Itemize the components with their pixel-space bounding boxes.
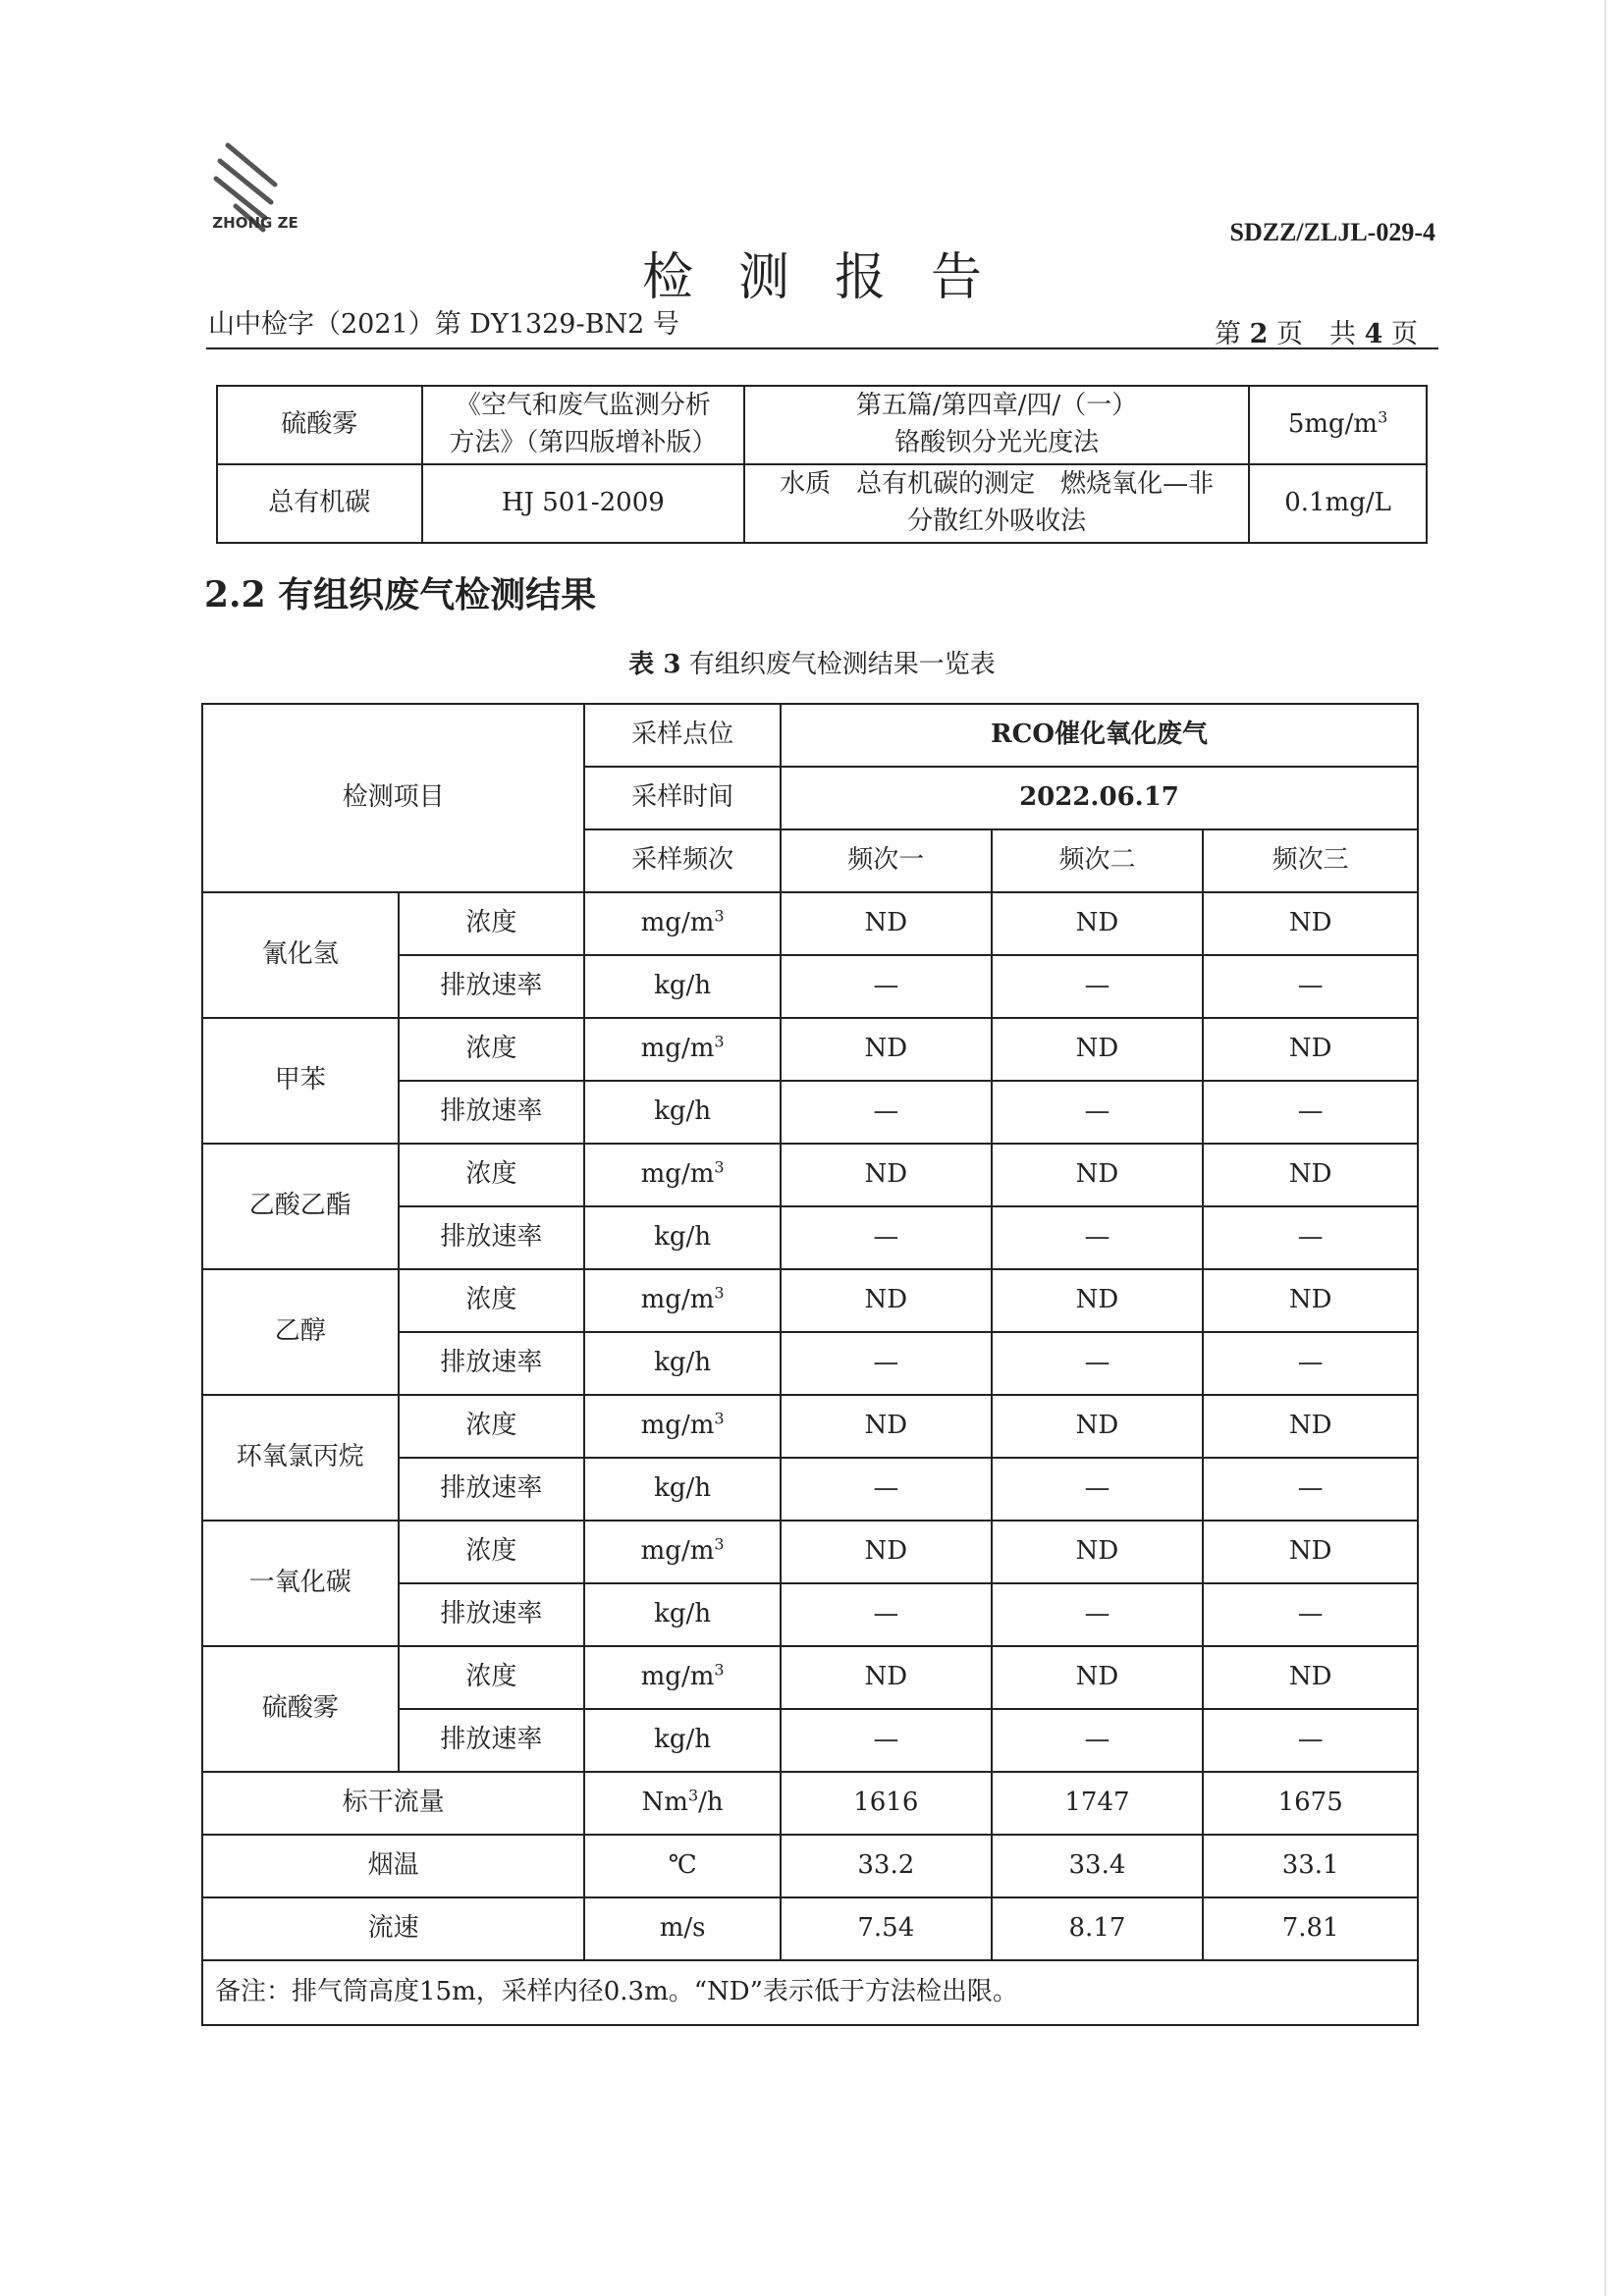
table-row [202, 1646, 1418, 1709]
value-cell: 1675 [1203, 1772, 1418, 1835]
value-cell: — [1203, 1332, 1418, 1395]
pollutant-name: 乙酸乙酯 [202, 1144, 399, 1269]
value-cell: ND [992, 1144, 1204, 1206]
unit-cell: m/s [584, 1897, 781, 1960]
value-cell: ND [992, 1395, 1204, 1458]
metric-label: 浓度 [399, 1269, 585, 1332]
metric-label: 排放速率 [399, 1583, 585, 1646]
table-row [202, 1960, 1418, 2025]
value-cell: ND [1203, 1269, 1418, 1332]
value-cell: 1616 [781, 1772, 992, 1835]
header-divider [206, 347, 1438, 349]
metric-label: 浓度 [399, 1144, 585, 1206]
unit-cell: $mg/m^3$ [584, 1395, 781, 1458]
unit-cell: kg/h [584, 1583, 781, 1646]
time-value: 2022.06.17 [781, 767, 1418, 829]
freq-header: 频次三 [1203, 829, 1418, 892]
limit-cell: 0.1mg/L [1249, 464, 1427, 543]
table-caption: 表 3 有组织废气检测结果一览表 [628, 650, 996, 679]
metric-label: 浓度 [399, 892, 585, 955]
results-table [201, 703, 1419, 2026]
scan-edge [1604, 0, 1606, 2296]
value-cell: ND [1203, 1144, 1418, 1206]
point-label: 采样点位 [584, 704, 781, 767]
value-cell: — [992, 1709, 1204, 1772]
value-cell: ND [1203, 1646, 1418, 1709]
freq-header: 频次二 [992, 829, 1204, 892]
standard-cell: 《空气和废气监测分析 方法》（第四版增补版） [422, 386, 744, 464]
table-row [217, 464, 1427, 543]
value-cell: ND [781, 1269, 992, 1332]
pollutant-name: 硫酸雾 [202, 1646, 399, 1772]
value-cell: — [992, 1583, 1204, 1646]
value-cell: ND [1203, 892, 1418, 955]
method-cell: 第五篇/第四章/四/（一） 铬酸钡分光光度法 [744, 386, 1249, 464]
freq-header: 频次一 [781, 829, 992, 892]
table-row [202, 1269, 1418, 1332]
pollutant-name: 氰化氢 [202, 892, 399, 1018]
metric-label: 排放速率 [399, 955, 585, 1018]
item-header: 检测项目 [202, 704, 584, 892]
value-cell: ND [992, 892, 1204, 955]
section-heading: 2.2 有组织废气检测结果 [204, 574, 597, 615]
value-cell: — [992, 955, 1204, 1018]
document-code: SDZZ/ZLJL-029-4 [1229, 218, 1435, 246]
value-cell: — [992, 1458, 1204, 1521]
pollutant-name: 甲苯 [202, 1018, 399, 1144]
pollutant-name: 环氧氯丙烷 [202, 1395, 399, 1521]
value-cell: ND [992, 1646, 1204, 1709]
report-number: 山中检字（2021）第 DY1329-BN2 号 [208, 309, 679, 340]
value-cell: — [781, 1081, 992, 1144]
pollutant-name: 乙醇 [202, 1269, 399, 1395]
metric-label: 排放速率 [399, 1458, 585, 1521]
value-cell: — [781, 955, 992, 1018]
value-cell: 1747 [992, 1772, 1204, 1835]
value-cell: 33.2 [781, 1835, 992, 1897]
value-cell: — [1203, 1458, 1418, 1521]
report-title: 检测报告 [641, 248, 1027, 307]
unit-cell: kg/h [584, 955, 781, 1018]
limit-cell: $5mg/m^3$ [1249, 386, 1427, 464]
item-cell: 总有机碳 [217, 464, 422, 543]
value-cell: ND [781, 892, 992, 955]
value-cell: — [1203, 1709, 1418, 1772]
unit-cell: $mg/m^3$ [584, 1018, 781, 1081]
time-label: 采样时间 [584, 767, 781, 829]
table-row [202, 1521, 1418, 1583]
value-cell: — [1203, 1081, 1418, 1144]
value-cell: ND [1203, 1521, 1418, 1583]
value-cell: ND [1203, 1018, 1418, 1081]
value-cell: ND [992, 1269, 1204, 1332]
freq-label: 采样频次 [584, 829, 781, 892]
value-cell: — [1203, 955, 1418, 1018]
value-cell: ND [992, 1018, 1204, 1081]
param-label: 标干流量 [202, 1772, 584, 1835]
method-table [216, 385, 1428, 544]
unit-cell: kg/h [584, 1081, 781, 1144]
page-indicator: 第 2 页 共 4 页 [1215, 319, 1418, 349]
unit-cell: kg/h [584, 1458, 781, 1521]
metric-label: 排放速率 [399, 1332, 585, 1395]
value-cell: ND [992, 1521, 1204, 1583]
value-cell: 33.1 [1203, 1835, 1418, 1897]
unit-cell: $mg/m^3$ [584, 1269, 781, 1332]
unit-cell: $mg/m^3$ [584, 892, 781, 955]
metric-label: 浓度 [399, 1018, 585, 1081]
unit-cell: Nm$^3$/h [584, 1772, 781, 1835]
method-cell: 水质 总有机碳的测定 燃烧氧化—非 分散红外吸收法 [744, 464, 1249, 543]
value-cell: — [781, 1332, 992, 1395]
value-cell: 7.81 [1203, 1897, 1418, 1960]
unit-cell: $mg/m^3$ [584, 1144, 781, 1206]
pollutant-name: 一氧化碳 [202, 1521, 399, 1646]
value-cell: — [781, 1709, 992, 1772]
value-cell: — [781, 1458, 992, 1521]
value-cell: — [992, 1206, 1204, 1269]
metric-label: 浓度 [399, 1646, 585, 1709]
point-value: RCO催化氧化废气 [781, 704, 1418, 767]
unit-cell: kg/h [584, 1206, 781, 1269]
value-cell: ND [781, 1646, 992, 1709]
unit-cell: $mg/m^3$ [584, 1521, 781, 1583]
unit-cell: ℃ [584, 1835, 781, 1897]
table-row [202, 1018, 1418, 1081]
value-cell: 7.54 [781, 1897, 992, 1960]
table-row [202, 704, 1418, 767]
value-cell: ND [1203, 1395, 1418, 1458]
value-cell: ND [781, 1144, 992, 1206]
logo-text: ZHONG ZE [212, 214, 298, 232]
metric-label: 浓度 [399, 1395, 585, 1458]
metric-label: 排放速率 [399, 1206, 585, 1269]
metric-label: 排放速率 [399, 1081, 585, 1144]
param-label: 烟温 [202, 1835, 584, 1897]
value-cell: ND [781, 1521, 992, 1583]
value-cell: — [1203, 1583, 1418, 1646]
item-cell: 硫酸雾 [217, 386, 422, 464]
table-row [202, 1897, 1418, 1960]
table-row [202, 892, 1418, 955]
table-note: 备注：排气筒高度15m，采样内径0.3m。“ND”表示低于方法检出限。 [202, 1960, 1418, 2025]
table-row [202, 1835, 1418, 1897]
metric-label: 浓度 [399, 1521, 585, 1583]
value-cell: — [992, 1332, 1204, 1395]
table-row [217, 386, 1427, 464]
value-cell: — [1203, 1206, 1418, 1269]
value-cell: — [781, 1583, 992, 1646]
unit-cell: kg/h [584, 1332, 781, 1395]
value-cell: ND [781, 1018, 992, 1081]
table-row [202, 1395, 1418, 1458]
value-cell: 33.4 [992, 1835, 1204, 1897]
unit-cell: kg/h [584, 1709, 781, 1772]
param-label: 流速 [202, 1897, 584, 1960]
value-cell: ND [781, 1395, 992, 1458]
metric-label: 排放速率 [399, 1709, 585, 1772]
unit-cell: $mg/m^3$ [584, 1646, 781, 1709]
table-row [202, 1144, 1418, 1206]
value-cell: — [992, 1081, 1204, 1144]
table-row [202, 1772, 1418, 1835]
standard-cell: HJ 501-2009 [422, 464, 744, 543]
value-cell: 8.17 [992, 1897, 1204, 1960]
value-cell: — [781, 1206, 992, 1269]
